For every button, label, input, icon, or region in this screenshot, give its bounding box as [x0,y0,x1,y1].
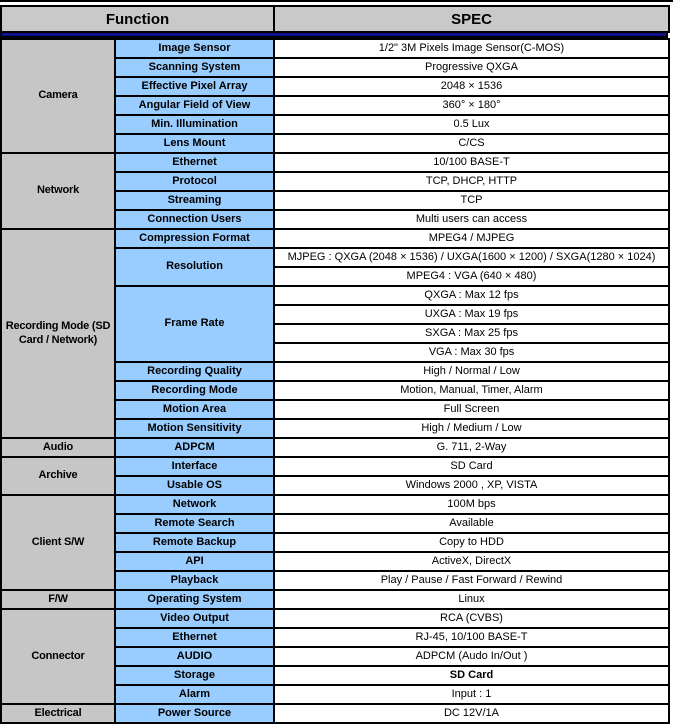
spec-value-cell: High / Normal / Low [274,362,669,381]
spec-label-cell: Motion Area [115,400,274,419]
header-table [0,5,670,33]
spec-label-cell: Remote Backup [115,533,274,552]
spec-label-cell: ADPCM [115,438,274,457]
category-cell: Archive [1,457,115,495]
spec-value-cell: DC 12V/1A [274,704,669,723]
spec-label-cell: Operating System [115,590,274,609]
spec-value-cell: SD Card [274,666,669,685]
spec-label-cell: Min. Illumination [115,115,274,134]
spec-value-cell: Multi users can access [274,210,669,229]
table-row [1,457,669,476]
spec-label-cell: Remote Search [115,514,274,533]
spec-label-cell: Power Source [115,704,274,723]
spec-value-cell: Input : 1 [274,685,669,704]
spec-label-cell: Lens Mount [115,134,274,153]
spec-label-cell: Image Sensor [115,39,274,58]
category-cell: Recording Mode (SD Card / Network) [1,229,115,438]
spec-label-cell: Storage [115,666,274,685]
spec-value-cell: TCP [274,191,669,210]
spec-value-cell: Available [274,514,669,533]
spec-value-cell: Full Screen [274,400,669,419]
spec-label-cell: Connection Users [115,210,274,229]
spec-label-cell: Alarm [115,685,274,704]
spec-label-cell: Video Output [115,609,274,628]
outer-top-rule [0,0,673,2]
spec-label-cell: Ethernet [115,153,274,172]
table-row [1,39,669,58]
spec-label-cell: Recording Quality [115,362,274,381]
spec-label-cell: Resolution [115,248,274,286]
spec-label-cell: Playback [115,571,274,590]
spec-value-cell: Motion, Manual, Timer, Alarm [274,381,669,400]
spec-value-cell: ActiveX, DirectX [274,552,669,571]
table-row [1,704,669,723]
spec-label-cell: AUDIO [115,647,274,666]
spec-value-cell: RCA (CVBS) [274,609,669,628]
category-cell: Client S/W [1,495,115,590]
header-row [1,6,669,32]
spec-label-cell: Scanning System [115,58,274,77]
spec-value-cell: Linux [274,590,669,609]
table-row [1,438,669,457]
spec-value-cell: High / Medium / Low [274,419,669,438]
spec-value-cell: MJPEG : QXGA (2048 × 1536) / UXGA(1600 × 1200) / SXGA(1280 × 1024) [274,248,669,267]
spec-label-cell: Ethernet [115,628,274,647]
spec-value-cell: Progressive QXGA [274,58,669,77]
category-cell: F/W [1,590,115,609]
header-spec-cell: SPEC [274,6,669,32]
spec-table-body [1,39,669,723]
spec-label-cell: Network [115,495,274,514]
spec-table [0,38,670,724]
category-cell: Network [1,153,115,229]
spec-value-cell: RJ-45, 10/100 BASE-T [274,628,669,647]
spec-value-cell: MPEG4 : VGA (640 × 480) [274,267,669,286]
spec-value-cell: SD Card [274,457,669,476]
table-row [1,609,669,628]
spec-value-cell: 1/2" 3M Pixels Image Sensor(C-MOS) [274,39,669,58]
spec-value-cell: ADPCM (Audo In/Out ) [274,647,669,666]
spec-value-cell: QXGA : Max 12 fps [274,286,669,305]
spec-label-cell: Recording Mode [115,381,274,400]
spec-label-cell: API [115,552,274,571]
spec-value-cell: G. 711, 2-Way [274,438,669,457]
spec-value-cell: Windows 2000 , XP, VISTA [274,476,669,495]
header-function-cell: Function [1,6,274,32]
spec-label-cell: Usable OS [115,476,274,495]
spec-value-cell: C/CS [274,134,669,153]
spec-label-cell: Motion Sensitivity [115,419,274,438]
spec-value-cell: 360° × 180° [274,96,669,115]
category-cell: Connector [1,609,115,704]
spec-value-cell: TCP, DHCP, HTTP [274,172,669,191]
spec-label-cell: Protocol [115,172,274,191]
category-cell: Audio [1,438,115,457]
spec-value-cell: Copy to HDD [274,533,669,552]
spec-value-cell: VGA : Max 30 fps [274,343,669,362]
spec-label-cell: Compression Format [115,229,274,248]
spec-value-cell: 10/100 BASE-T [274,153,669,172]
spec-label-cell: Angular Field of View [115,96,274,115]
spec-value-cell: UXGA : Max 19 fps [274,305,669,324]
spec-value-cell: 2048 × 1536 [274,77,669,96]
spec-label-cell: Effective Pixel Array [115,77,274,96]
spec-value-cell: Play / Pause / Fast Forward / Rewind [274,571,669,590]
category-cell: Camera [1,39,115,153]
table-row [1,590,669,609]
spec-value-cell: SXGA : Max 25 fps [274,324,669,343]
table-row [1,495,669,514]
spec-value-cell: 0.5 Lux [274,115,669,134]
spec-label-cell: Interface [115,457,274,476]
table-row [1,229,669,248]
category-cell: Electrical [1,704,115,723]
spec-label-cell: Streaming [115,191,274,210]
spec-label-cell: Frame Rate [115,286,274,362]
spec-value-cell: 100M bps [274,495,669,514]
spec-sheet [0,5,668,724]
spec-value-cell: MPEG4 / MJPEG [274,229,669,248]
table-row [1,153,669,172]
